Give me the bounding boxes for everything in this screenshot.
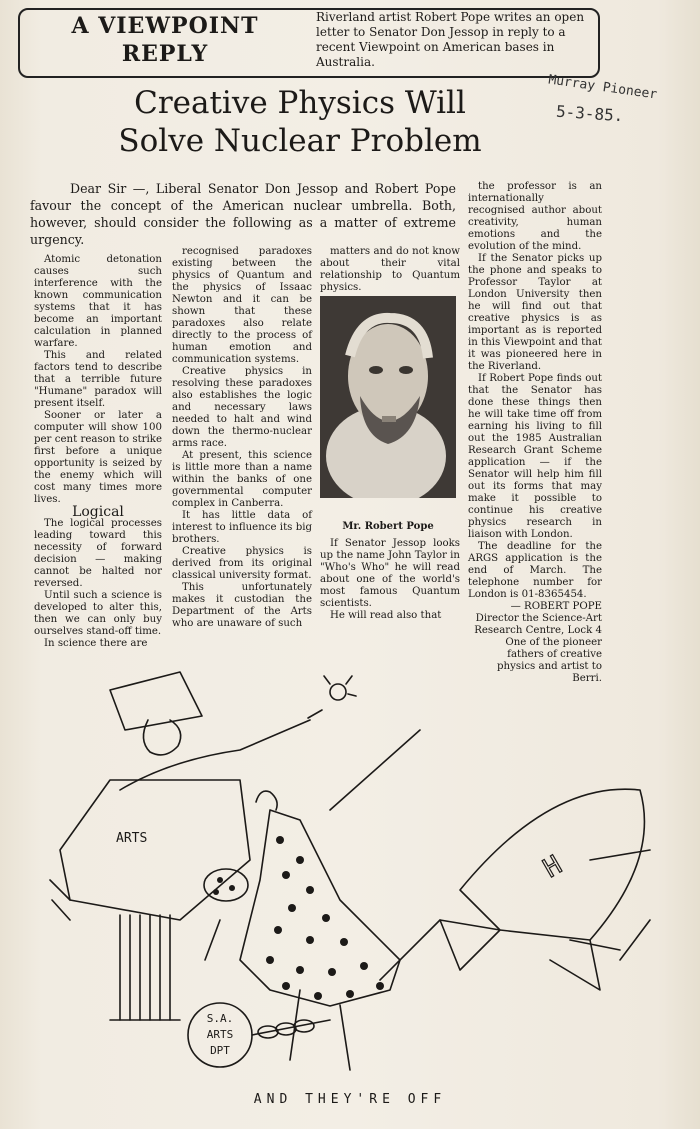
column-3-bottom [320,538,460,622]
mortarboard-icon [110,672,202,730]
paragraph: If Senator Jessop looks up the name John Taylor in "Who's Who" he will read about one of the world's most famous Quantum scientists. [320,538,460,609]
paragraph: At present, this science is little more than a name within the banks of one governmental computer complex in Canberra. [172,450,312,509]
paragraph: the professor is an internationally recognised author about creativity, human emotions and the evolution of the mind. [468,181,602,252]
figure-robe [60,780,250,920]
column-3-top [320,246,460,294]
spark-icon [330,684,346,700]
palette-icon [204,869,248,901]
paragraph: In science there are [44,638,148,649]
ball-label-line3: DPT [210,1044,230,1057]
paragraph: Until such a science is developed to alter this, then we can only buy ourselves stand-off time. [34,590,162,637]
paragraph: The logical processes leading toward this necessity of forward decision — making cannot be halted nor reversed. [34,518,162,589]
headline [40,84,560,160]
portrait-illustration [320,296,456,498]
signature-name: — ROBERT POPE [510,601,602,612]
paragraph: recognised paradoxes existing between the physics of Quantum and the physics of Issaac Newton and it can be shown that these paradoxes also relate directly to the process of human emotion and communication systems. [172,246,312,365]
headline-line1: Creative Physics Will [134,85,466,121]
polka-dress [240,810,400,1006]
paragraph: Creative physics in resolving these paradoxes also establishes the logic and necessary laws needed to halt and wind down the thermo-nuclear arms race. [172,366,312,449]
paragraph: It has little data of interest to influence its big brothers. [172,510,312,545]
kicker-line1: A VIEWPOINT [71,13,259,39]
paragraph: Creative physics is derived from its original classical university format. [172,546,312,581]
signature-title: Director the Science-Art Research Centre, Lock 4 [474,613,602,636]
kicker-line2: REPLY [121,41,209,67]
rocket-letter: H [538,850,568,885]
handwritten-source: Murray Pioneer [547,72,659,103]
standfirst: Riverland artist Robert Pope writes an open letter to Senator Don Jessop in reply to a recent Viewpoint on American bases in Australia. [316,10,585,69]
handwritten-date: 5-3-85. [555,101,625,126]
headline-line2: Solve Nuclear Problem [118,123,482,159]
lead-paragraph: Dear Sir —, Liberal Senator Don Jessop and Robert Pope favour the concept of the American nuclear umbrella. Both, however, should consider the following as a matter of extreme urgency. [30,181,456,247]
cartoon-drawing [30,660,680,1080]
paragraph: This and related factors tend to describe that a terrible future "Humane" paradox will present itself. [34,350,162,409]
ball-label-line1: S.A. [206,1012,234,1025]
paragraph: If the Senator picks up the phone and speaks to Professor Taylor at London University then he will find out that creative physics is as important as is reported in this Viewpoint and that it was pioneered here in the Riverland. [468,253,602,372]
ball-label-line2: ARTS [206,1028,234,1041]
arts-label: ARTS [116,831,148,846]
subheading-logical: Logical [72,504,124,520]
portrait-photo [320,296,456,498]
paragraph: This unfortunately makes it custodian the Department of the Arts who are unaware of such [172,582,312,629]
cartoon-caption: AND THEY'RE OFF [253,1092,447,1107]
column-4 [468,181,602,685]
paragraph: If Robert Pope finds out that the Senator has done these things then he will take time off from earning his living to fill out the 1985 Australian Research Grant Scheme application — if the Senator will help him fill out its forms that may make it possible to continue his creative physics research in liaison with London. [468,373,602,540]
paragraph: He will read also that [330,610,442,621]
paragraph: Sooner or later a computer will show 100 per cent reason to strike first before a unique opportunity is seized by the enemy which will cost many times more lives. [34,410,162,505]
paragraph: matters and do not know about their vital relationship to Quantum physics. [320,246,460,293]
column-1 [34,254,162,650]
kicker [30,12,300,68]
paragraph: The deadline for the ARGS application is the end of March. The telephone number for London is 01-8365454. [468,541,602,600]
photo-caption: Mr. Robert Pope [342,521,434,532]
column-2 [172,246,312,630]
signature-note: One of the pioneer fathers of creative physics and artist to Berri. [497,637,602,684]
paragraph: Atomic detonation causes such interference with the known communication systems that it has become an important calculation in planned warfare. [34,254,162,349]
